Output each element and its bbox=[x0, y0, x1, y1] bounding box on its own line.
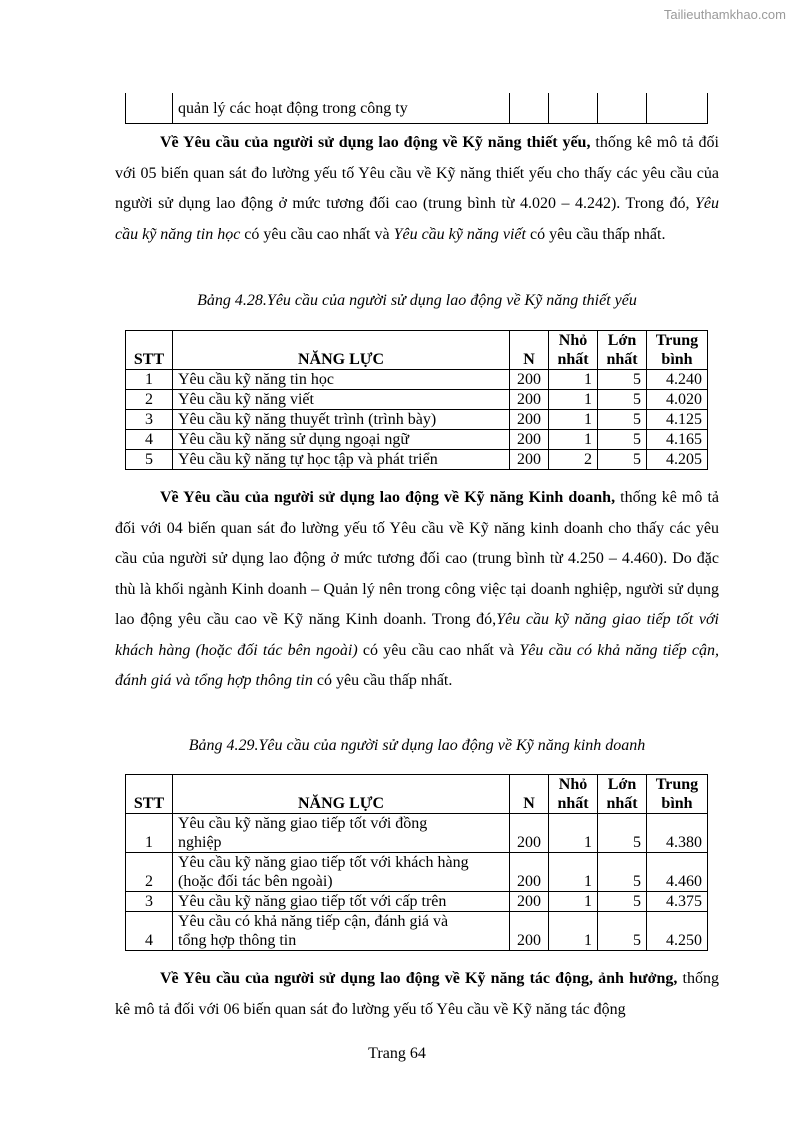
cell-name: Yêu cầu kỹ năng giao tiếp tốt với khách hàng (hoặc đối tác bên ngoài) bbox=[173, 853, 510, 892]
table-caption-4-28: Bảng 4.28.Yêu cầu của người sử dụng lao động về Kỹ năng thiết yếu bbox=[197, 292, 637, 309]
cell-avg: 4.375 bbox=[647, 892, 708, 912]
cell-stt: 1 bbox=[126, 814, 173, 853]
table-caption-4-29: Bảng 4.29.Yêu cầu của người sử dụng lao động về Kỹ năng kinh doanh bbox=[188, 737, 646, 754]
cell-avg: 4.125 bbox=[647, 410, 708, 430]
paragraph-text: thống kê mô tả đối với 05 biến quan sát đo lường yếu tố Yêu cầu về Kỹ năng thiết yếu cho thấy các yêu cầu của người sử dụng lao động ở mức tương đối cao (trung bình từ 4.020 – 4.242). Trong đó, bbox=[115, 134, 720, 212]
cell-min: 1 bbox=[549, 390, 598, 410]
table-row bbox=[126, 892, 708, 912]
table-row bbox=[126, 390, 708, 410]
cell-max: 5 bbox=[598, 814, 647, 853]
paragraph-italic: Yêu cầu có khả năng tiếp cận, đánh giá và tổng hợp thông tin bbox=[115, 641, 719, 689]
paragraph-bold-lead: Về Yêu cầu của người sử dụng lao động về Kỹ năng tác động, ảnh hưởng, bbox=[160, 970, 678, 987]
cell-min: 1 bbox=[549, 370, 598, 390]
table-cell bbox=[510, 93, 549, 124]
cell-n: 200 bbox=[510, 912, 549, 951]
cell-name: Yêu cầu kỹ năng tin học bbox=[173, 370, 510, 390]
cell-stt: 3 bbox=[126, 410, 173, 430]
table-row bbox=[126, 814, 708, 853]
header-name: NĂNG LỰC bbox=[173, 775, 510, 814]
table-cell: quản lý các hoạt động trong công ty bbox=[173, 93, 510, 124]
table-essential-skills bbox=[125, 330, 708, 470]
cell-stt: 4 bbox=[126, 430, 173, 450]
table-row bbox=[126, 93, 708, 124]
cell-stt: 1 bbox=[126, 370, 173, 390]
header-stt: STT bbox=[126, 775, 173, 814]
header-max: Lớn nhất bbox=[598, 331, 647, 370]
cell-min: 1 bbox=[549, 853, 598, 892]
cell-min: 1 bbox=[549, 430, 598, 450]
paragraph-italic: Yêu cầu kỹ năng viết bbox=[393, 225, 526, 243]
paragraph-bold-lead: Về Yêu cầu của người sử dụng lao động về Kỹ năng Kinh doanh, bbox=[160, 489, 616, 506]
cell-avg: 4.165 bbox=[647, 430, 708, 450]
paragraph-text: có yêu cầu thấp nhất. bbox=[312, 672, 453, 689]
cell-avg: 4.205 bbox=[647, 450, 708, 470]
cell-name: Yêu cầu kỹ năng tự học tập và phát triển bbox=[173, 450, 510, 470]
cell-name: Yêu cầu kỹ năng viết bbox=[173, 390, 510, 410]
cell-avg: 4.380 bbox=[647, 814, 708, 853]
cell-n: 200 bbox=[510, 892, 549, 912]
table-row bbox=[126, 430, 708, 450]
cell-name: Yêu cầu kỹ năng giao tiếp tốt với đồng nghiệp bbox=[173, 814, 510, 853]
paragraph-italic: Yêu cầu kỹ năng tin học bbox=[115, 195, 719, 243]
cell-max: 5 bbox=[598, 430, 647, 450]
header-min: Nhỏ nhất bbox=[549, 775, 598, 814]
cell-n: 200 bbox=[510, 853, 549, 892]
table-cell bbox=[549, 93, 598, 124]
cell-stt: 2 bbox=[126, 853, 173, 892]
cell-min: 1 bbox=[549, 410, 598, 430]
cell-max: 5 bbox=[598, 410, 647, 430]
cell-stt: 5 bbox=[126, 450, 173, 470]
paragraph-text: có yêu cầu cao nhất và bbox=[357, 641, 520, 659]
watermark: Tailieuthamkhao.com bbox=[663, 7, 786, 22]
cell-avg: 4.250 bbox=[647, 912, 708, 951]
cell-avg: 4.020 bbox=[647, 390, 708, 410]
table-cell bbox=[126, 93, 173, 124]
cell-stt: 3 bbox=[126, 892, 173, 912]
header-stt: STT bbox=[126, 331, 173, 370]
table-header-row bbox=[126, 331, 708, 370]
cell-name: Yêu cầu có khả năng tiếp cận, đánh giá và tổng hợp thông tin bbox=[173, 912, 510, 951]
continued-table bbox=[125, 93, 708, 124]
cell-name: Yêu cầu kỹ năng giao tiếp tốt với cấp trên bbox=[173, 892, 510, 912]
paragraph-text: có yêu cầu cao nhất và bbox=[240, 225, 394, 243]
cell-max: 5 bbox=[598, 853, 647, 892]
paragraph-italic: Yêu cầu kỹ năng giao tiếp tốt với khách hàng (hoặc đối tác bên ngoài) bbox=[115, 611, 720, 659]
paragraph-bold-lead: Về Yêu cầu của người sử dụng lao động về Kỹ năng thiết yếu, bbox=[160, 134, 591, 151]
table-row bbox=[126, 912, 708, 951]
cell-n: 200 bbox=[510, 450, 549, 470]
header-name: NĂNG LỰC bbox=[173, 331, 510, 370]
table-cell bbox=[647, 93, 708, 124]
cell-n: 200 bbox=[510, 430, 549, 450]
cell-n: 200 bbox=[510, 814, 549, 853]
paragraph-text: thống kê mô tả đối với 04 biến quan sát đo lường yếu tố Yêu cầu về Kỹ năng kinh doanh cho thấy các yêu cầu của người sử dụng lao động ở mức tương đối cao (trung bình từ 4.250 – 4.460). Do đặc thù là khối ngành Kinh doanh – Quản lý nên trong công việc tại doanh nghiệp, người sử dụng lao động yêu cầu cao về Kỹ năng Kinh doanh. Trong đó, bbox=[115, 489, 719, 628]
cell-max: 5 bbox=[598, 450, 647, 470]
cell-name: Yêu cầu kỹ năng thuyết trình (trình bày) bbox=[173, 410, 510, 430]
table-header-row bbox=[126, 775, 708, 814]
cell-max: 5 bbox=[598, 892, 647, 912]
table-business-skills bbox=[125, 774, 708, 951]
cell-stt: 4 bbox=[126, 912, 173, 951]
table-row bbox=[126, 450, 708, 470]
header-n: N bbox=[510, 775, 549, 814]
page-number: Trang 64 bbox=[368, 1045, 426, 1062]
cell-stt: 2 bbox=[126, 390, 173, 410]
header-min: Nhỏ nhất bbox=[549, 331, 598, 370]
table-cell bbox=[598, 93, 647, 124]
cell-n: 200 bbox=[510, 370, 549, 390]
cell-min: 1 bbox=[549, 892, 598, 912]
cell-avg: 4.240 bbox=[647, 370, 708, 390]
table-row bbox=[126, 370, 708, 390]
cell-min: 2 bbox=[549, 450, 598, 470]
paragraph-influence-skills bbox=[115, 964, 719, 1025]
paragraph-text: thống kê mô tả đối với 06 biến quan sát đo lường yếu tố Yêu cầu về Kỹ năng tác động bbox=[115, 970, 720, 1018]
header-max: Lớn nhất bbox=[598, 775, 647, 814]
cell-n: 200 bbox=[510, 390, 549, 410]
header-n: N bbox=[510, 331, 549, 370]
cell-avg: 4.460 bbox=[647, 853, 708, 892]
cell-max: 5 bbox=[598, 370, 647, 390]
table-row bbox=[126, 853, 708, 892]
header-avg: Trung bình bbox=[647, 331, 708, 370]
cell-min: 1 bbox=[549, 814, 598, 853]
cell-n: 200 bbox=[510, 410, 549, 430]
paragraph-business-skills bbox=[115, 483, 719, 697]
cell-max: 5 bbox=[598, 390, 647, 410]
cell-max: 5 bbox=[598, 912, 647, 951]
cell-name: Yêu cầu kỹ năng sử dụng ngoại ngữ bbox=[173, 430, 510, 450]
header-avg: Trung bình bbox=[647, 775, 708, 814]
table-row bbox=[126, 410, 708, 430]
paragraph-essential-skills bbox=[115, 128, 719, 250]
paragraph-text: có yêu cầu thấp nhất. bbox=[525, 225, 666, 243]
cell-min: 1 bbox=[549, 912, 598, 951]
